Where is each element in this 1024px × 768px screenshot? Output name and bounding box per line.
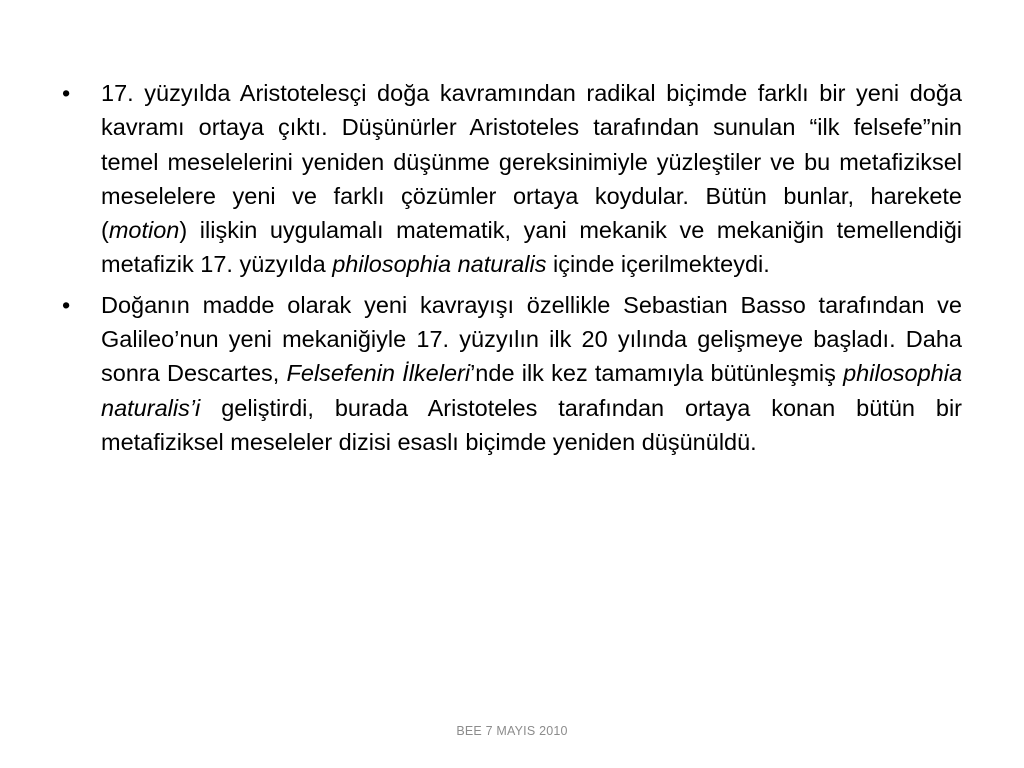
italic-text-segment: philosophia naturalis <box>332 251 547 278</box>
bullet-list <box>62 76 962 465</box>
text-segment: Doğanın madde olarak yeni kavrayışı özellikle Sebastian Basso tarafından ve Galileo’nun yeni mekaniğiyle 17. yüzyılın ilk 20 yılında gelişmeye başladı. Daha sonra Descartes, <box>101 291 962 387</box>
italic-text-segment: motion <box>108 217 180 244</box>
bullet-dot-icon: • <box>62 291 71 318</box>
italic-text-segment: Felsefenin İlkeleri <box>286 360 471 387</box>
text-segment: ) ilişkin uygulamalı matematik, yani mekanik ve mekaniğin temellendiği metafizik 17. yüzyılda <box>101 217 962 278</box>
text-segment: içinde içerilmekteydi. <box>546 251 770 278</box>
italic-text-segment: philosophia naturalis’i <box>101 360 963 421</box>
text-segment: ’nde ilk kez tamamıyla bütünleşmiş <box>470 360 844 387</box>
bullet-item <box>62 288 962 459</box>
slide-footer: BEE 7 MAYIS 2010 <box>456 724 568 738</box>
bullet-text <box>101 80 962 277</box>
text-segment: geliştirdi, burada Aristoteles tarafından ortaya konan bütün bir metafiziksel meseleler dizisi esaslı biçimde yeniden düşünüldü. <box>101 394 962 455</box>
text-segment: 17. yüzyılda Aristotelesçi doğa kavramından radikal biçimde farklı bir yeni doğa kavramı ortaya çıktı. Düşünürler Aristoteles tarafından sunulan “ilk felsefe”nin temel meselelerini yeniden düşünme gereksinimiyle yüzleştiler ve bu metafiziksel meselelere yeni ve farklı çözümler ortaya koydular. Bütün bunlar, harekete ( <box>101 80 962 244</box>
bullet-dot-icon: • <box>62 80 71 106</box>
bullet-text <box>101 292 962 455</box>
bullet-item <box>62 76 962 282</box>
